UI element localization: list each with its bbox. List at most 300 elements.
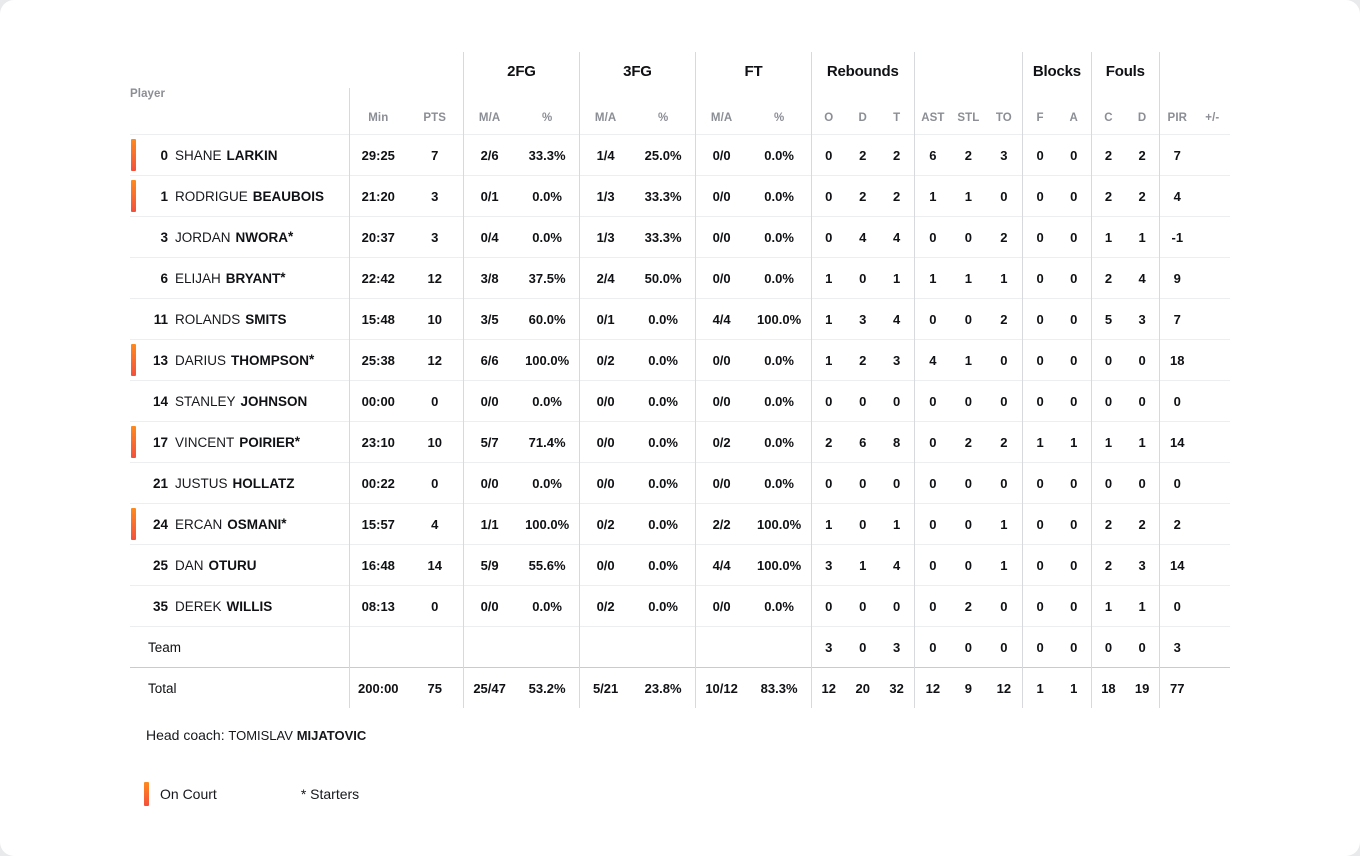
player-stat-10: 1 xyxy=(880,258,914,299)
player-last-name: POIRIER xyxy=(239,434,295,450)
player-stat-13: 0 xyxy=(985,463,1022,504)
group-rebounds: Rebounds xyxy=(811,52,914,88)
player-stat-15: 0 xyxy=(1057,586,1091,627)
player-stat-4: 1/3 xyxy=(579,217,631,258)
group-fouls: Fouls xyxy=(1091,52,1159,88)
on-court-indicator-icon xyxy=(131,426,136,458)
table-row[interactable] xyxy=(130,217,1230,258)
team-stat-10: 3 xyxy=(880,627,914,668)
player-stat-16: 0 xyxy=(1091,340,1125,381)
team-stat-1 xyxy=(407,627,464,668)
player-stat-16: 1 xyxy=(1091,217,1125,258)
player-stat-2: 2/6 xyxy=(463,135,515,176)
player-stat-17: 1 xyxy=(1125,422,1159,463)
player-stat-0: 25:38 xyxy=(350,340,407,381)
player-stat-16: 2 xyxy=(1091,504,1125,545)
player-jersey-number: 14 xyxy=(152,393,168,409)
player-stat-16: 1 xyxy=(1091,422,1125,463)
col-reb-d: D xyxy=(858,112,867,124)
player-stat-3: 100.0% xyxy=(515,504,579,545)
player-stat-8: 0 xyxy=(811,176,845,217)
player-stat-2: 3/8 xyxy=(463,258,515,299)
player-stat-15: 0 xyxy=(1057,340,1091,381)
player-jersey-number: 11 xyxy=(153,311,168,327)
player-stat-14: 0 xyxy=(1023,463,1057,504)
table-row[interactable] xyxy=(130,299,1230,340)
player-stat-4: 0/0 xyxy=(579,422,631,463)
player-first-name: DAN xyxy=(175,557,204,573)
player-stat-15: 0 xyxy=(1057,463,1091,504)
on-court-indicator-icon xyxy=(131,139,136,171)
player-stat-14: 0 xyxy=(1023,217,1057,258)
player-stat-14: 1 xyxy=(1023,422,1057,463)
starter-marker: * xyxy=(294,433,301,449)
team-stat-7 xyxy=(747,627,811,668)
player-stat-13: 0 xyxy=(985,176,1022,217)
group-basic xyxy=(350,52,464,88)
player-stat-10: 4 xyxy=(880,545,914,586)
on-court-indicator-icon xyxy=(131,344,136,376)
total-stat-10: 32 xyxy=(880,668,914,709)
player-stat-4: 1/4 xyxy=(579,135,631,176)
player-stat-10: 4 xyxy=(880,299,914,340)
player-stat-3: 100.0% xyxy=(515,340,579,381)
player-cell[interactable] xyxy=(130,217,350,258)
table-row[interactable] xyxy=(130,586,1230,627)
player-stat-6: 0/0 xyxy=(695,381,747,422)
team-stat-8: 3 xyxy=(811,627,845,668)
player-stat-11: 0 xyxy=(914,504,951,545)
player-stat-2: 1/1 xyxy=(463,504,515,545)
player-stat-16: 2 xyxy=(1091,135,1125,176)
player-stat-5: 0.0% xyxy=(631,299,695,340)
player-last-name: LARKIN xyxy=(226,147,278,163)
player-stat-17: 1 xyxy=(1125,217,1159,258)
player-stat-14: 0 xyxy=(1023,381,1057,422)
player-stat-15: 0 xyxy=(1057,504,1091,545)
col-pir: PIR xyxy=(1159,88,1194,135)
player-stat-9: 1 xyxy=(846,545,880,586)
player-stat-14: 0 xyxy=(1023,545,1057,586)
player-stat-9: 0 xyxy=(846,504,880,545)
total-label: Total xyxy=(148,680,177,696)
player-cell[interactable] xyxy=(130,381,350,422)
player-cell[interactable] xyxy=(130,545,350,586)
team-stat-5 xyxy=(631,627,695,668)
player-stat-2: 5/9 xyxy=(463,545,515,586)
player-stat-13: 1 xyxy=(985,504,1022,545)
player-stat-15: 0 xyxy=(1057,258,1091,299)
player-stat-9: 2 xyxy=(846,176,880,217)
player-stat-7: 0.0% xyxy=(747,586,811,627)
player-stat-19 xyxy=(1195,422,1230,463)
player-stat-14: 0 xyxy=(1023,258,1057,299)
player-stat-18: -1 xyxy=(1159,217,1194,258)
player-stat-17: 2 xyxy=(1125,176,1159,217)
total-stat-19 xyxy=(1195,668,1230,709)
player-stat-5: 0.0% xyxy=(631,504,695,545)
total-stat-7: 83.3% xyxy=(747,668,811,709)
player-stat-17: 3 xyxy=(1125,299,1159,340)
player-stat-14: 0 xyxy=(1023,299,1057,340)
player-stat-11: 0 xyxy=(914,545,951,586)
player-stat-15: 0 xyxy=(1057,299,1091,340)
player-jersey-number: 24 xyxy=(152,516,168,532)
player-stat-3: 0.0% xyxy=(515,217,579,258)
player-stat-8: 1 xyxy=(811,258,845,299)
total-stat-12: 9 xyxy=(951,668,985,709)
player-stat-4: 0/2 xyxy=(579,586,631,627)
player-first-name: DARIUS xyxy=(175,352,227,368)
player-stat-18: 14 xyxy=(1159,422,1194,463)
player-stat-18: 0 xyxy=(1159,586,1194,627)
on-court-indicator-icon xyxy=(131,508,136,540)
total-row xyxy=(130,668,1230,709)
player-stat-7: 100.0% xyxy=(747,545,811,586)
player-stat-4: 0/0 xyxy=(579,545,631,586)
player-stat-15: 1 xyxy=(1057,422,1091,463)
player-stat-0: 20:37 xyxy=(350,217,407,258)
player-stat-13: 1 xyxy=(985,545,1022,586)
player-first-name: JORDAN xyxy=(175,229,231,245)
player-stat-12: 2 xyxy=(951,586,985,627)
player-stat-1: 0 xyxy=(407,586,464,627)
player-stat-19 xyxy=(1195,299,1230,340)
player-stat-1: 0 xyxy=(407,463,464,504)
table-row[interactable] xyxy=(130,340,1230,381)
team-stat-14: 0 xyxy=(1023,627,1057,668)
player-stat-14: 0 xyxy=(1023,176,1057,217)
group-ft: FT xyxy=(695,52,811,88)
col-fouls-d: D xyxy=(1137,112,1147,124)
player-stat-17: 3 xyxy=(1125,545,1159,586)
player-stat-7: 0.0% xyxy=(747,258,811,299)
player-jersey-number: 1 xyxy=(160,188,168,204)
total-stat-3: 53.2% xyxy=(515,668,579,709)
player-stat-6: 0/0 xyxy=(695,135,747,176)
player-stat-12: 2 xyxy=(951,422,985,463)
player-stat-12: 1 xyxy=(951,258,985,299)
player-stat-17: 2 xyxy=(1125,135,1159,176)
player-last-name: BRYANT xyxy=(225,270,281,286)
player-jersey-number: 0 xyxy=(160,147,168,163)
player-stat-9: 4 xyxy=(846,217,880,258)
col-reb-t: T xyxy=(893,112,901,124)
player-stat-19 xyxy=(1195,217,1230,258)
player-last-name: SMITS xyxy=(245,311,287,327)
col-reb-o: O xyxy=(811,88,845,135)
team-label-cell xyxy=(130,627,350,668)
player-stat-14: 0 xyxy=(1023,340,1057,381)
head-coach-first-name: TOMISLAV xyxy=(228,728,293,743)
team-stat-6 xyxy=(695,627,747,668)
team-stat-9: 0 xyxy=(846,627,880,668)
col-3fg-pct: % xyxy=(657,112,669,124)
player-stat-6: 0/0 xyxy=(695,463,747,504)
player-stat-6: 4/4 xyxy=(695,299,747,340)
player-stat-3: 37.5% xyxy=(515,258,579,299)
player-stat-8: 1 xyxy=(811,299,845,340)
total-stat-1: 75 xyxy=(407,668,464,709)
player-stat-14: 0 xyxy=(1023,586,1057,627)
table-row[interactable] xyxy=(130,422,1230,463)
player-stat-15: 0 xyxy=(1057,545,1091,586)
col-2fg-ma: M/A xyxy=(463,88,515,135)
player-stat-17: 4 xyxy=(1125,258,1159,299)
player-stat-3: 55.6% xyxy=(515,545,579,586)
player-stat-7: 0.0% xyxy=(747,463,811,504)
player-stat-5: 50.0% xyxy=(631,258,695,299)
player-stat-9: 0 xyxy=(846,381,880,422)
player-jersey-number: 6 xyxy=(160,270,168,286)
player-stat-11: 0 xyxy=(914,217,951,258)
player-stat-19 xyxy=(1195,586,1230,627)
player-last-name: JOHNSON xyxy=(240,393,308,409)
group-playmaking xyxy=(914,52,1023,88)
column-header-row xyxy=(130,88,1230,135)
player-cell[interactable] xyxy=(130,258,350,299)
player-stat-2: 0/4 xyxy=(463,217,515,258)
player-stat-13: 0 xyxy=(985,586,1022,627)
player-stat-17: 0 xyxy=(1125,340,1159,381)
player-stat-16: 0 xyxy=(1091,381,1125,422)
player-cell[interactable] xyxy=(130,422,350,463)
player-stat-7: 0.0% xyxy=(747,135,811,176)
player-stat-11: 0 xyxy=(914,381,951,422)
player-first-name: SHANE xyxy=(175,147,222,163)
table-row[interactable] xyxy=(130,463,1230,504)
starter-marker: * xyxy=(281,515,287,531)
player-stat-5: 0.0% xyxy=(631,340,695,381)
legend-on-court-label: On Court xyxy=(160,786,217,802)
player-stat-3: 33.3% xyxy=(515,135,579,176)
player-stat-6: 4/4 xyxy=(695,545,747,586)
group-index xyxy=(1159,52,1230,88)
player-stat-2: 0/0 xyxy=(463,586,515,627)
player-stat-3: 0.0% xyxy=(515,176,579,217)
player-stat-13: 2 xyxy=(985,422,1022,463)
player-stat-1: 0 xyxy=(407,381,464,422)
team-stat-16: 0 xyxy=(1091,627,1125,668)
player-stat-15: 0 xyxy=(1057,135,1091,176)
player-last-name: HOLLATZ xyxy=(232,475,295,491)
player-stat-9: 0 xyxy=(846,586,880,627)
group-blocks: Blocks xyxy=(1023,52,1091,88)
team-stat-12: 0 xyxy=(951,627,985,668)
team-stat-0 xyxy=(350,627,407,668)
player-stat-0: 00:00 xyxy=(350,381,407,422)
player-stat-10: 0 xyxy=(880,463,914,504)
player-stat-12: 0 xyxy=(951,545,985,586)
player-first-name: ROLANDS xyxy=(175,311,241,327)
col-player: Player xyxy=(130,88,166,100)
player-stat-11: 0 xyxy=(914,422,951,463)
total-stat-4: 5/21 xyxy=(579,668,631,709)
player-stat-12: 1 xyxy=(951,340,985,381)
player-stat-16: 2 xyxy=(1091,176,1125,217)
player-cell[interactable] xyxy=(130,135,350,176)
group-header-row xyxy=(130,52,1230,88)
player-stat-6: 0/2 xyxy=(695,422,747,463)
player-last-name: THOMPSON xyxy=(231,352,310,368)
player-stat-11: 0 xyxy=(914,586,951,627)
player-stat-11: 6 xyxy=(914,135,951,176)
total-stat-8: 12 xyxy=(811,668,845,709)
player-stat-1: 12 xyxy=(407,258,464,299)
player-stat-1: 10 xyxy=(407,422,464,463)
player-last-name: WILLIS xyxy=(226,598,273,614)
col-ast: AST xyxy=(914,88,951,135)
player-stat-17: 2 xyxy=(1125,504,1159,545)
player-stat-8: 1 xyxy=(811,340,845,381)
player-stat-8: 3 xyxy=(811,545,845,586)
player-stat-4: 0/2 xyxy=(579,340,631,381)
player-stat-8: 0 xyxy=(811,463,845,504)
player-stat-5: 25.0% xyxy=(631,135,695,176)
table-row[interactable] xyxy=(130,176,1230,217)
player-stat-10: 0 xyxy=(880,586,914,627)
table-row[interactable] xyxy=(130,258,1230,299)
col-pts: PTS xyxy=(423,112,447,124)
player-stat-3: 60.0% xyxy=(515,299,579,340)
player-stat-8: 1 xyxy=(811,504,845,545)
col-blocks-a: A xyxy=(1069,112,1078,124)
player-stat-1: 10 xyxy=(407,299,464,340)
group-3fg: 3FG xyxy=(579,52,695,88)
player-stat-5: 33.3% xyxy=(631,176,695,217)
player-jersey-number: 35 xyxy=(152,598,168,614)
player-stat-5: 0.0% xyxy=(631,381,695,422)
starter-marker: * xyxy=(309,351,315,367)
table-row[interactable] xyxy=(130,135,1230,176)
player-stat-16: 0 xyxy=(1091,463,1125,504)
team-stat-13: 0 xyxy=(985,627,1022,668)
player-stat-18: 2 xyxy=(1159,504,1194,545)
player-stat-7: 100.0% xyxy=(747,504,811,545)
player-stat-17: 0 xyxy=(1125,463,1159,504)
player-stat-11: 0 xyxy=(914,299,951,340)
player-stat-10: 8 xyxy=(880,422,914,463)
player-stat-7: 0.0% xyxy=(747,381,811,422)
player-stat-0: 23:10 xyxy=(350,422,407,463)
player-jersey-number: 17 xyxy=(152,434,168,450)
player-cell[interactable] xyxy=(130,504,350,545)
player-stat-9: 0 xyxy=(846,463,880,504)
player-stat-5: 0.0% xyxy=(631,586,695,627)
player-stat-2: 0/1 xyxy=(463,176,515,217)
col-plusminus: +/- xyxy=(1205,112,1220,124)
player-stat-16: 2 xyxy=(1091,258,1125,299)
player-first-name: ERCAN xyxy=(175,516,223,532)
total-label-cell xyxy=(130,668,350,709)
player-last-name: NWORA xyxy=(235,229,289,245)
player-stat-3: 71.4% xyxy=(515,422,579,463)
player-stat-15: 0 xyxy=(1057,217,1091,258)
player-jersey-number: 3 xyxy=(160,229,168,245)
player-first-name: STANLEY xyxy=(175,393,236,409)
player-stat-4: 0/0 xyxy=(579,463,631,504)
table-row[interactable] xyxy=(130,545,1230,586)
player-stat-8: 0 xyxy=(811,217,845,258)
player-stat-12: 0 xyxy=(951,463,985,504)
player-stat-12: 0 xyxy=(951,299,985,340)
player-stat-8: 0 xyxy=(811,135,845,176)
player-stat-10: 3 xyxy=(880,340,914,381)
player-stat-10: 1 xyxy=(880,504,914,545)
player-stat-2: 5/7 xyxy=(463,422,515,463)
player-stat-19 xyxy=(1195,463,1230,504)
player-first-name: DEREK xyxy=(175,598,222,614)
player-stat-12: 0 xyxy=(951,381,985,422)
player-cell[interactable] xyxy=(130,176,350,217)
player-stat-13: 1 xyxy=(985,258,1022,299)
player-stat-7: 0.0% xyxy=(747,217,811,258)
team-stat-18: 3 xyxy=(1159,627,1194,668)
player-stat-0: 15:57 xyxy=(350,504,407,545)
player-stat-17: 1 xyxy=(1125,586,1159,627)
player-stat-9: 0 xyxy=(846,258,880,299)
table-row[interactable] xyxy=(130,504,1230,545)
player-stat-10: 2 xyxy=(880,135,914,176)
team-row xyxy=(130,627,1230,668)
player-stat-12: 0 xyxy=(951,217,985,258)
player-cell[interactable] xyxy=(130,586,350,627)
boxscore-table-container xyxy=(130,52,1230,708)
player-stat-3: 0.0% xyxy=(515,463,579,504)
player-stat-13: 0 xyxy=(985,340,1022,381)
player-stat-8: 2 xyxy=(811,422,845,463)
player-stat-0: 16:48 xyxy=(350,545,407,586)
player-stat-7: 100.0% xyxy=(747,299,811,340)
col-blocks-f: F xyxy=(1023,88,1057,135)
player-stat-11: 0 xyxy=(914,463,951,504)
player-stat-2: 6/6 xyxy=(463,340,515,381)
player-stat-14: 0 xyxy=(1023,504,1057,545)
player-stat-14: 0 xyxy=(1023,135,1057,176)
team-label: Team xyxy=(148,639,182,655)
player-stat-13: 3 xyxy=(985,135,1022,176)
player-stat-9: 2 xyxy=(846,135,880,176)
player-stat-15: 0 xyxy=(1057,381,1091,422)
player-stat-18: 9 xyxy=(1159,258,1194,299)
player-stat-1: 7 xyxy=(407,135,464,176)
player-cell[interactable] xyxy=(130,463,350,504)
player-stat-1: 14 xyxy=(407,545,464,586)
player-cell[interactable] xyxy=(130,340,350,381)
player-stat-18: 7 xyxy=(1159,135,1194,176)
player-stat-19 xyxy=(1195,504,1230,545)
player-stat-10: 0 xyxy=(880,381,914,422)
player-cell[interactable] xyxy=(130,299,350,340)
player-stat-16: 5 xyxy=(1091,299,1125,340)
col-ft-pct: % xyxy=(773,112,785,124)
player-jersey-number: 13 xyxy=(152,352,168,368)
col-3fg-ma: M/A xyxy=(579,88,631,135)
team-stat-11: 0 xyxy=(914,627,951,668)
team-stat-2 xyxy=(463,627,515,668)
player-stat-0: 08:13 xyxy=(350,586,407,627)
table-row[interactable] xyxy=(130,381,1230,422)
player-stat-6: 0/0 xyxy=(695,258,747,299)
total-stat-13: 12 xyxy=(985,668,1022,709)
player-stat-5: 0.0% xyxy=(631,422,695,463)
player-stat-1: 3 xyxy=(407,217,464,258)
player-stat-6: 2/2 xyxy=(695,504,747,545)
starter-marker: * xyxy=(280,269,286,285)
team-stat-17: 0 xyxy=(1125,627,1159,668)
player-stat-5: 33.3% xyxy=(631,217,695,258)
player-stat-19 xyxy=(1195,381,1230,422)
